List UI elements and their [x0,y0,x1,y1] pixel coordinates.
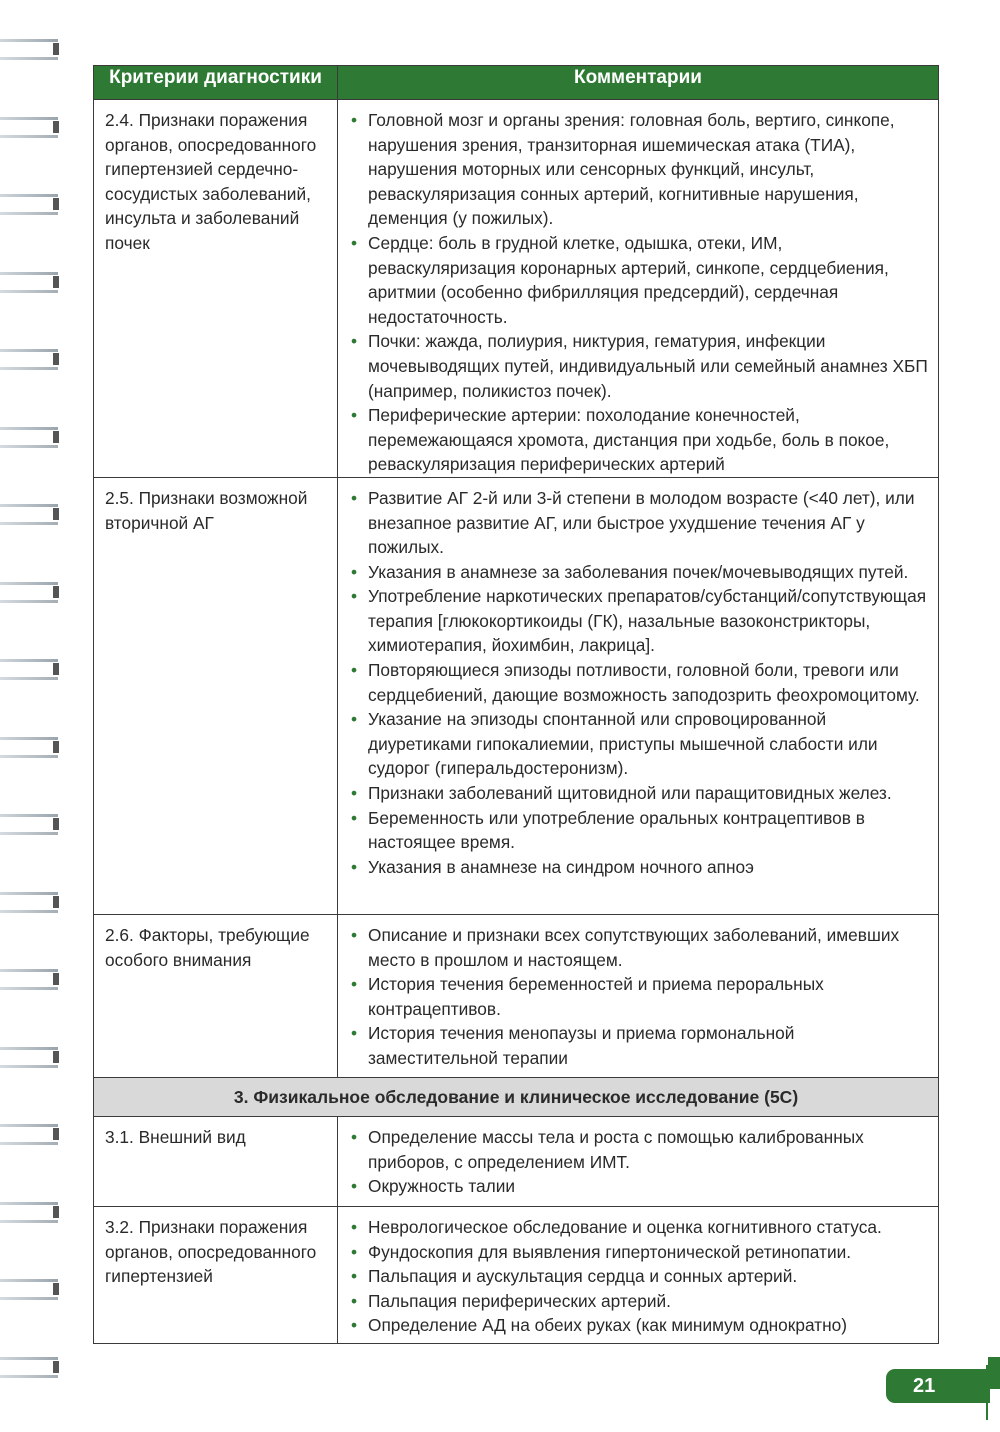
list-item: • Пальпация и аускультация сердца и сонных артерий. [348,1264,928,1289]
criterion-cell: 2.5. Признаки возможной вторичной АГ [94,477,338,914]
section-title: 3. Физикальное обследование и клиническое исследование (5С) [94,1077,939,1116]
list-item: • Развитие АГ 2-й или 3-й степени в молодом возрасте (<40 лет), или внезапное развитие АГ, или быстрое ухудшение течения АГ у пожилых. [348,486,928,560]
spiral-coil [0,810,62,840]
list-item: • Признаки заболеваний щитовидной или паращитовидных желез. [348,781,928,806]
table-row [94,1206,939,1343]
header-comments: Комментарии [338,66,939,100]
spiral-coil [0,1120,62,1150]
list-item: • Почки: жажда, полиурия, никтурия, гематурия, инфекции мочевыводящих путей, индивидуальный или семейный анамнез ХБП (например, поликистоз почек). [348,329,928,403]
table-row [94,100,939,478]
spiral-coil [0,888,62,918]
spiral-coil [0,500,62,530]
list-item: • Повторяющиеся эпизоды потливости, головной боли, тревоги или сердцебиений, дающие возможность заподозрить феохромоцитому. [348,658,928,707]
spiral-coil [0,35,62,65]
list-item: • Указание на эпизоды спонтанной или спровоцированной диуретиками гипокалиемии, приступы мышечной слабости или судорог (гиперальдостеронизм). [348,707,928,781]
list-item: • Указания в анамнезе за заболевания почек/мочевыводящих путей. [348,560,928,585]
spiral-coil [0,1275,62,1305]
list-item: • Головной мозг и органы зрения: головная боль, вертиго, синкопе, нарушения зрения, транзиторная ишемическая атака (ТИА), нарушения моторных или сенсорных функций, инсульт, реваскуляризация сонных артерий, когнитивные нарушения, деменция (у пожилых). [348,108,928,231]
spiral-coil [0,1198,62,1228]
spiral-coil [0,423,62,453]
spiral-coil [0,578,62,608]
spiral-coil [0,190,62,220]
table-header [94,66,939,100]
list-item: • Определение АД на обеих руках (как минимум однократно) [348,1313,928,1338]
list-item: • Окружность талии [348,1174,928,1199]
list-item: • Сердце: боль в грудной клетке, одышка, отеки, ИМ, реваскуляризация коронарных артерий, синкопе, сердцебиения, аритмии (особенно фибрилляция предсердий), сердечная недостаточность. [348,231,928,329]
spiral-coil [0,268,62,298]
header-criteria: Критерии диагностики [94,66,338,100]
criterion-cell: 3.2. Признаки поражения органов, опосредованного гипертензией [94,1206,338,1343]
list-item: • История течения беременностей и приема пероральных контрацептивов. [348,972,928,1021]
spiral-coil [0,655,62,685]
diagnostic-criteria-table [93,65,939,1344]
list-item: • Периферические артерии: похолодание конечностей, перемежающаяся хромота, дистанция при ходьбе, боль в покое, реваскуляризация периферических артерий [348,403,928,477]
page-number: 21 [886,1369,990,1403]
criterion-cell: 2.6. Факторы, требующие особого внимания [94,914,338,1077]
list-item: • Пальпация периферических артерий. [348,1289,928,1314]
list-item: • Определение массы тела и роста с помощью калиброванных приборов, с определением ИМТ. [348,1125,928,1174]
list-item: • Употребление наркотических препаратов/субстанций/сопутствующая терапия [глюкокортикоиды (ГК), назальные вазоконстрикторы, химиотерапия, йохимбин, лакрица]. [348,584,928,658]
table-row [94,914,939,1077]
spiral-coil [0,345,62,375]
list-item: • Указания в анамнезе на синдром ночного апноэ [348,855,928,880]
comment-list [348,486,928,880]
spiral-coil [0,113,62,143]
comment-list [348,923,928,1071]
criterion-cell: 2.4. Признаки поражения органов, опосредованного гипертензией сердечно-сосудистых заболеваний, инсульта и заболеваний почек [94,100,338,478]
spiral-coil [0,1353,62,1383]
criterion-cell: 3.1. Внешний вид [94,1116,338,1206]
list-item: • Фундоскопия для выявления гипертонической ретинопатии. [348,1240,928,1265]
comment-list [348,108,928,477]
spiral-binding [0,0,70,1432]
spiral-coil [0,965,62,995]
comment-list [348,1215,928,1338]
table-row [94,1116,939,1206]
list-item: • Беременность или употребление оральных контрацептивов в настоящее время. [348,806,928,855]
spiral-coil [0,733,62,763]
table-row [94,477,939,914]
comment-list [348,1125,928,1199]
list-item: • Описание и признаки всех сопутствующих заболеваний, имевших место в прошлом и настоящем. [348,923,928,972]
spiral-coil [0,1043,62,1073]
list-item: • История течения менопаузы и приема гормональной заместительной терапии [348,1021,928,1070]
section-row [94,1077,939,1116]
list-item: • Неврологическое обследование и оценка когнитивного статуса. [348,1215,928,1240]
